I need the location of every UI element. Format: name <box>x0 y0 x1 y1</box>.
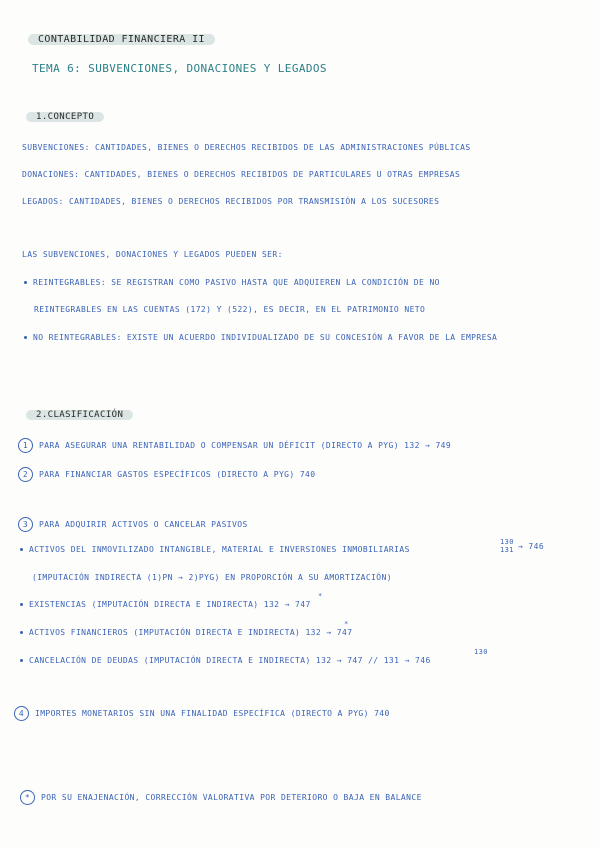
definition-legados: LEGADOS: CANTIDADES, BIENES O DERECHOS RECIBIDOS POR TRANSMISIÓN A LOS SUCESORES <box>22 197 440 206</box>
topic-title: TEMA 6: SUBVENCIONES, DONACIONES Y LEGADOS <box>32 62 327 75</box>
footnote <box>20 790 422 805</box>
number-circle: 1 <box>18 438 33 453</box>
classification-item-1 <box>18 438 451 453</box>
footnote-text: POR SU ENAJENACIÓN, CORRECCIÓN VALORATIVA POR DETERIORO O BAJA EN BALANCE <box>41 793 422 802</box>
note-131: 131 <box>500 546 514 554</box>
bullet-dot <box>20 659 23 662</box>
bullet-text: NO REINTEGRABLES: EXISTE UN ACUERDO INDIVIDUALIZADO DE SU CONCESIÓN A FAVOR DE LA EMPRESA <box>33 333 498 342</box>
number-circle: 3 <box>18 517 33 532</box>
bullet-text: REINTEGRABLES: SE REGISTRAN COMO PASIVO HASTA QUE ADQUIEREN LA CONDICIÓN DE NO <box>33 278 440 287</box>
sub-bullet-existencias <box>20 600 311 609</box>
definition-subvenciones: SUBVENCIONES: CANTIDADES, BIENES O DERECHOS RECIBIDOS DE LAS ADMINISTRACIONES PÚBLICAS <box>22 143 471 152</box>
section-heading-classification: 2.CLASIFICACIÓN <box>26 410 133 420</box>
course-title: CONTABILIDAD FINANCIERA II <box>28 34 215 45</box>
bullet-reintegrables-continuation: REINTEGRABLES EN LAS CUENTAS (172) Y (522), ES DECIR, EN EL PATRIMONIO NETO <box>34 305 426 314</box>
bullet-text: CANCELACIÓN DE DEUDAS (IMPUTACIÓN DIRECTA E INDIRECTA) 132 → 747 // 131 → 746 <box>29 656 431 665</box>
asterisk-note: * <box>318 592 323 600</box>
item-text: IMPORTES MONETARIOS SIN UNA FINALIDAD ESPECÍFICA (DIRECTO A PYG) 740 <box>35 709 390 718</box>
sub-bullet-cancelacion-deudas <box>20 656 431 665</box>
classification-item-3 <box>18 517 248 532</box>
bullet-dot <box>20 631 23 634</box>
number-circle: 4 <box>14 706 29 721</box>
note-130-b: 130 <box>474 648 488 656</box>
item-text: PARA ADQUIRIR ACTIVOS O CANCELAR PASIVOS <box>39 520 248 529</box>
classification-item-2 <box>18 467 315 482</box>
asterisk-note: * <box>344 620 349 628</box>
item-text: PARA ASEGURAR UNA RENTABILIDAD O COMPENSAR UN DÉFICIT (DIRECTO A PYG) 132 → 749 <box>39 441 452 450</box>
bullet-text: EXISTENCIAS (IMPUTACIÓN DIRECTA E INDIRECTA) 132 → 747 <box>29 600 311 609</box>
definition-donaciones: DONACIONES: CANTIDADES, BIENES O DERECHOS RECIBIDOS DE PARTICULARES U OTRAS EMPRESAS <box>22 170 461 179</box>
asterisk-circle: * <box>20 790 35 805</box>
section-heading-concept: 1.CONCEPTO <box>26 112 104 122</box>
classification-item-4 <box>14 706 390 721</box>
sub-bullet-activos-financieros <box>20 628 352 637</box>
bullet-dot <box>20 548 23 551</box>
note-746: → 746 <box>518 542 545 551</box>
item-text: PARA FINANCIAR GASTOS ESPECÍFICOS (DIRECTO A PYG) 740 <box>39 470 316 479</box>
types-intro: LAS SUBVENCIONES, DONACIONES Y LEGADOS PUEDEN SER: <box>22 250 283 259</box>
sub-bullet-imputacion: (IMPUTACIÓN INDIRECTA (1)PN → 2)PYG) EN PROPORCIÓN A SU AMORTIZACIÓN) <box>32 573 392 582</box>
bullet-dot <box>24 336 27 339</box>
bullet-dot <box>20 603 23 606</box>
bullet-no-reintegrables <box>24 333 497 342</box>
sub-bullet-activos-inmovilizado <box>20 545 410 554</box>
bullet-text: ACTIVOS FINANCIEROS (IMPUTACIÓN DIRECTA E INDIRECTA) 132 → 747 <box>29 628 353 637</box>
bullet-dot <box>24 281 27 284</box>
number-circle: 2 <box>18 467 33 482</box>
bullet-reintegrables <box>24 278 440 287</box>
bullet-text: ACTIVOS DEL INMOVILIZADO INTANGIBLE, MATERIAL E INVERSIONES INMOBILIARIAS <box>29 545 410 554</box>
note-130: 130 <box>500 538 514 546</box>
